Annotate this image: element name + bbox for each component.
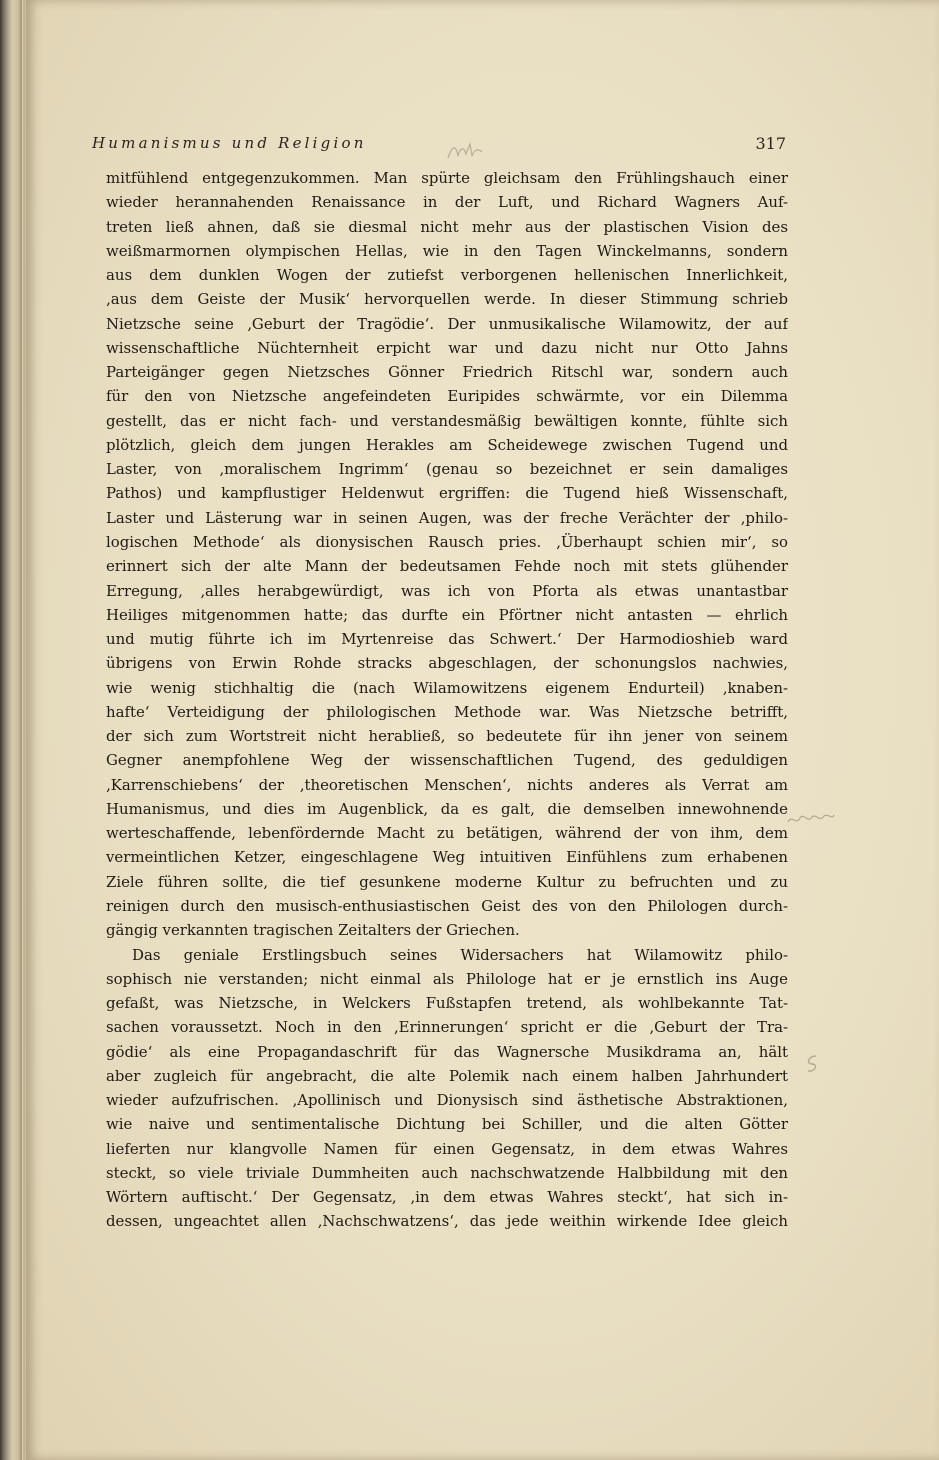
text-line: Parteigänger gegen Nietzsches Gönner Friedrich Ritschl war, sondern auch xyxy=(106,363,788,382)
text-line: logischen Methode‘ als dionysischen Rausch pries. ‚Überhaupt schien mir‘, so xyxy=(106,532,788,551)
pencil-annotation-mark xyxy=(446,140,486,164)
text-line: plötzlich, gleich dem jungen Herakles am Scheidewege zwischen Tugend und xyxy=(106,435,788,454)
text-line: reinigen durch den musisch-enthusiastischen Geist des von den Philologen durch- xyxy=(106,896,788,915)
text-line: aber zugleich für angebracht, die alte Polemik nach einem halben Jahrhundert xyxy=(106,1066,788,1085)
text-line: sophisch nie verstanden; nicht einmal als Philologe hat er je ernstlich ins Auge xyxy=(106,969,788,988)
text-line: sachen voraussetzt. Noch in den ‚Erinnerungen‘ spricht er die ‚Geburt der Tra- xyxy=(106,1018,788,1037)
text-line: wie wenig stichhaltig die (nach Wilamowitzens eigenem Endurteil) ‚knaben- xyxy=(106,678,788,697)
text-line: werteschaffende, lebenfördernde Macht zu betätigen, während der von ihm, dem xyxy=(106,824,788,843)
text-line: treten ließ ahnen, daß sie diesmal nicht mehr aus der plastischen Vision des xyxy=(106,217,788,236)
text-line: Laster und Lästerung war in seinen Augen, was der freche Verächter der ‚philo- xyxy=(106,508,788,527)
body-text xyxy=(106,166,788,1234)
text-line: ‚aus dem Geiste der Musik‘ hervorquellen werde. In dieser Stimmung schrieb xyxy=(106,290,788,309)
pencil-margin-note xyxy=(786,808,836,830)
text-line: der sich zum Wortstreit nicht herabließ, so bedeutete für ihn jener von seinem xyxy=(106,727,788,746)
text-line: Nietzsche seine ‚Geburt der Tragödie‘. Der unmusikalische Wilamowitz, der auf xyxy=(106,314,788,333)
text-line: weißmarmornen olympischen Hellas, wie in den Tagen Winckelmanns, sondern xyxy=(106,241,788,260)
pencil-margin-mark xyxy=(802,1052,822,1074)
text-line: aus dem dunklen Wogen der zutiefst verborgenen hellenischen Innerlichkeit, xyxy=(106,266,788,285)
text-line: und mutig führte ich im Myrtenreise das Schwert.‘ Der Harmodioshieb ward xyxy=(106,630,788,649)
running-head-title: Humanismus und Religion xyxy=(92,134,367,152)
text-line: gefaßt, was Nietzsche, in Welckers Fußstapfen tretend, als wohlbekannte Tat- xyxy=(106,994,788,1013)
text-line: lieferten nur klangvolle Namen für einen Gegensatz, in dem etwas Wahres xyxy=(106,1139,788,1158)
text-line: erinnert sich der alte Mann der bedeutsamen Fehde noch mit stets glühender xyxy=(106,557,788,576)
text-line: steckt, so viele triviale Dummheiten auch nachschwatzende Halbbildung mit den xyxy=(106,1163,788,1182)
text-line: Wörtern auftischt.‘ Der Gegensatz, ‚in dem etwas Wahres steckt‘, hat sich in- xyxy=(106,1188,788,1207)
text-line: Gegner anempfohlene Weg der wissenschaftlichen Tugend, des geduldigen xyxy=(106,751,788,770)
text-line: mitfühlend entgegenzukommen. Man spürte gleichsam den Frühlingshauch einer xyxy=(106,169,788,187)
text-line: wieder herannahenden Renaissance in der Luft, und Richard Wagners Auf- xyxy=(106,193,788,212)
text-line-paragraph-end: gängig verkannten tragischen Zeitalters der Griechen. xyxy=(106,921,520,940)
text-line: Ziele führen sollte, die tief gesunkene moderne Kultur zu befruchten und zu xyxy=(106,872,788,891)
text-line: übrigens von Erwin Rohde stracks abgeschlagen, der schonungslos nachwies, xyxy=(106,654,788,673)
text-line: Pathos) und kampflustiger Heldenwut ergriffen: die Tugend hieß Wissenschaft, xyxy=(106,484,788,503)
text-line-paragraph-start: Das geniale Erstlingsbuch seines Widersachers hat Wilamowitz philo- xyxy=(132,945,788,964)
running-head xyxy=(92,134,786,156)
text-line: Erregung, ‚alles herabgewürdigt, was ich von Pforta als etwas unantastbar xyxy=(106,581,788,600)
text-line: Laster, von ‚moralischem Ingrimm‘ (genau so bezeichnet er sein damaliges xyxy=(106,460,788,479)
text-line: ‚Karrenschiebens‘ der ‚theoretischen Menschen‘, nichts anderes als Verrat am xyxy=(106,775,788,794)
text-line: wie naive und sentimentalische Dichtung bei Schiller, und die alten Götter xyxy=(106,1115,788,1134)
text-line: für den von Nietzsche angefeindeten Euripides schwärmte, vor ein Dilemma xyxy=(106,387,788,406)
text-line: wissenschaftliche Nüchternheit erpicht war und dazu nicht nur Otto Jahns xyxy=(106,338,788,357)
page-number: 317 xyxy=(755,134,786,153)
previous-page-edge xyxy=(0,0,22,1460)
text-line: gödie‘ als eine Propagandaschrift für das Wagnersche Musikdrama an, hält xyxy=(106,1042,788,1061)
text-line: wieder aufzufrischen. ‚Apollinisch und Dionysisch sind ästhetische Abstraktionen, xyxy=(106,1091,788,1110)
text-line: gestellt, das er nicht fach- und verstandesmäßig bewältigen konnte, fühlte sich xyxy=(106,411,788,430)
text-line: Heiliges mitgenommen hatte; das durfte ein Pförtner nicht antasten — ehrlich xyxy=(106,605,788,624)
text-line: dessen, ungeachtet allen ‚Nachschwatzens‘, das jede weithin wirkende Idee gleich xyxy=(106,1212,788,1231)
text-line: vermeintlichen Ketzer, eingeschlagene Weg intuitiven Einfühlens zum erhabenen xyxy=(106,848,788,867)
text-line: Humanismus, und dies im Augenblick, da es galt, die demselben innewohnende xyxy=(106,799,788,818)
text-line: hafte‘ Verteidigung der philologischen Methode war. Was Nietzsche betrifft, xyxy=(106,702,788,721)
